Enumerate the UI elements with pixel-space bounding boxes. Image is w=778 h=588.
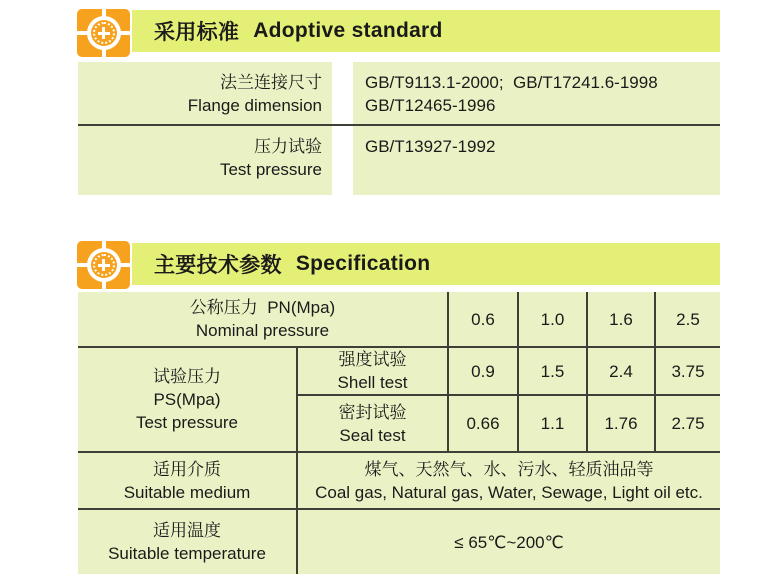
- label-en: Seal test: [339, 425, 406, 445]
- brand-icon-plus: [102, 259, 105, 271]
- specification-table: [78, 292, 720, 574]
- label-zh: 公称压力 PN(Mpa): [189, 298, 336, 317]
- seal-test-value: 2.75: [655, 395, 720, 452]
- seal-test-value: 1.76: [587, 395, 655, 452]
- value-zh: 煤气、天然气、水、污水、轻质油品等: [364, 459, 654, 479]
- shell-test-value: 2.4: [587, 347, 655, 395]
- suitable-temperature-value: ≤ 65℃~200℃: [297, 509, 720, 574]
- section-header-adoptive-standard: [132, 10, 720, 52]
- label-en: Test pressure: [135, 413, 239, 432]
- label-zh: 密封试验: [338, 402, 407, 422]
- label-en: Test pressure: [219, 160, 322, 179]
- label-unit: PS(Mpa): [153, 390, 221, 409]
- nominal-pressure-label: [78, 292, 448, 347]
- section-title-zh: 主要技术参数: [154, 254, 282, 277]
- label-zh: 试验压力: [153, 367, 221, 386]
- label-zh: 适用温度: [153, 521, 221, 540]
- column-gutter: [332, 62, 353, 124]
- shell-test-row: [78, 347, 720, 395]
- test-pressure-group-label: [78, 347, 297, 452]
- seal-test-value: 0.66: [448, 395, 518, 452]
- standard-codes-line1: GB/T9113.1-2000; GB/T17241.6-1998: [365, 73, 658, 92]
- suitable-temperature-row: [78, 509, 720, 574]
- column-gutter: [332, 126, 353, 195]
- test-pressure-label: [78, 126, 332, 195]
- nominal-pressure-value: 2.5: [655, 292, 720, 347]
- label-zh: 法兰连接尺寸: [220, 73, 322, 92]
- brand-icon-plus: [102, 27, 105, 39]
- section-header-specification: [132, 243, 720, 285]
- label-zh: 适用介质: [153, 459, 221, 479]
- shell-test-value: 1.5: [518, 347, 587, 395]
- nominal-pressure-value: 1.0: [518, 292, 587, 347]
- nominal-pressure-row: [78, 292, 720, 347]
- suitable-medium-value: [297, 452, 720, 509]
- shell-test-value: 3.75: [655, 347, 720, 395]
- nominal-pressure-value: 0.6: [448, 292, 518, 347]
- label-en: Suitable temperature: [108, 544, 266, 563]
- standard-codes-line1: GB/T13927-1992: [365, 137, 496, 156]
- nominal-pressure-value: 1.6: [587, 292, 655, 347]
- label-zh: 压力试验: [254, 137, 322, 156]
- flange-dimension-label: [78, 62, 332, 124]
- value-en: Coal gas, Natural gas, Water, Sewage, Light oil etc.: [315, 482, 703, 502]
- suitable-temperature-label: [78, 509, 297, 574]
- label-en: Flange dimension: [187, 96, 322, 115]
- label-en: Suitable medium: [123, 482, 251, 502]
- spec-table: [78, 292, 720, 574]
- shell-test-label: [297, 347, 448, 395]
- section-title-en: Adoptive standard: [253, 19, 443, 42]
- brand-target-icon: [77, 9, 130, 57]
- flange-dimension-value: [353, 62, 720, 124]
- seal-test-label: [297, 395, 448, 452]
- table-row: [78, 62, 720, 126]
- label-en: Shell test: [337, 373, 408, 392]
- label-en: Nominal pressure: [195, 321, 330, 340]
- shell-test-value: 0.9: [448, 347, 518, 395]
- suitable-medium-row: [78, 452, 720, 509]
- brand-target-icon: [77, 241, 130, 289]
- adoptive-standard-table: [78, 62, 720, 195]
- seal-test-value: 1.1: [518, 395, 587, 452]
- test-pressure-value: [353, 126, 720, 195]
- section-title-en: Specification: [295, 252, 431, 275]
- label-zh: 强度试验: [338, 350, 407, 369]
- table-row: [78, 126, 720, 195]
- section-title-zh: 采用标准: [154, 21, 240, 44]
- suitable-medium-label: [78, 452, 297, 509]
- standard-codes-line2: GB/T12465-1996: [365, 96, 496, 115]
